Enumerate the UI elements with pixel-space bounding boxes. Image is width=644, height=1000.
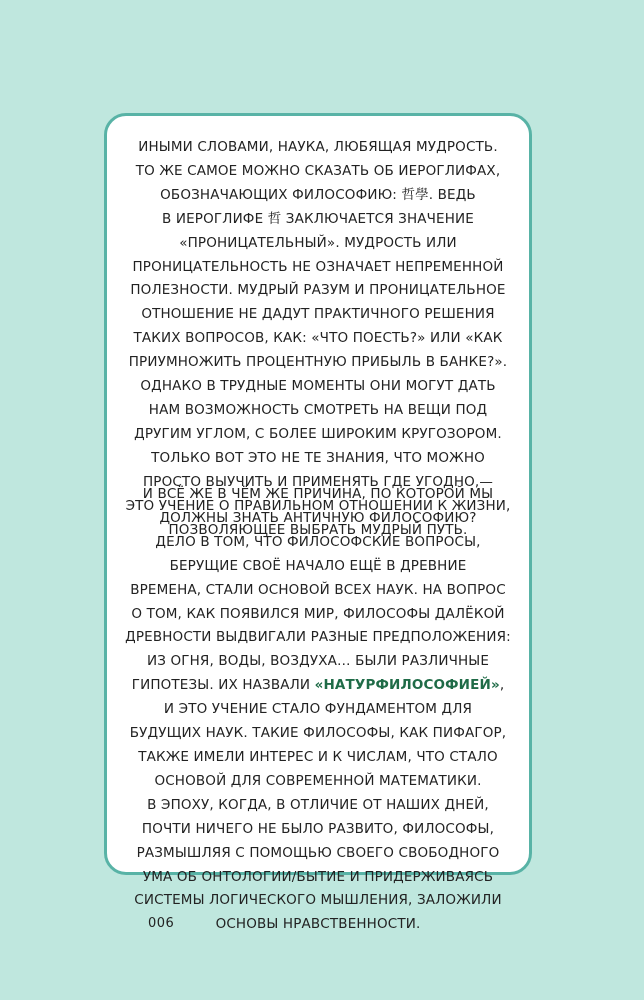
page-number: 006 [148,916,175,931]
text-line-end: , [499,677,505,694]
text-line: В ИЕРОГЛИФЕ 哲 ЗАКЛЮЧАЕТСЯ ЗНАЧЕНИЕ [162,210,474,227]
text-line-with-highlight [107,674,529,698]
text-line: ПОЧТИ НИЧЕГО НЕ БЫЛО РАЗВИТО, ФИЛОСОФЫ, [141,820,495,837]
text-line: ИНЫМИ СЛОВАМИ, НАУКА, ЛЮБЯЩАЯ МУДРОСТЬ. [138,139,498,155]
text-line: ОСНОВОЙ ДЛЯ СОВРЕМЕННОЙ МАТЕМАТИКИ. [154,772,482,789]
text-line: ТОЛЬКО ВОТ ЭТО НЕ ТЕ ЗНАНИЯ, ЧТО МОЖНО [151,449,485,466]
text-line: БЕРУЩИЕ СВОЁ НАЧАЛО ЕЩЁ В ДРЕВНИЕ [169,557,467,574]
text-line: НАМ ВОЗМОЖНОСТЬ СМОТРЕТЬ НА ВЕЩИ ПОД [148,401,488,418]
text-line: ПРИУМНОЖИТЬ ПРОЦЕНТНУЮ ПРИБЫЛЬ В БАНКЕ?». [128,354,508,371]
text-line: ОТНОШЕНИЕ НЕ ДАДУТ ПРАКТИЧНОГО РЕШЕНИЯ [141,306,495,323]
text-line: ДРУГИМ УГЛОМ, С БОЛЕЕ ШИРОКИМ КРУГОЗОРОМ. [134,425,502,442]
text-line-start: ГИПОТЕЗЫ. ИХ НАЗВАЛИ [131,677,315,694]
text-line: В ЭПОХУ, КОГДА, В ОТЛИЧИЕ ОТ НАШИХ ДНЕЙ, [147,796,489,813]
text-line: УМА ОБ ОНТОЛОГИИ/БЫТИЕ И ПРИДЕРЖИВАЯСЬ [142,868,494,885]
text-line: «ПРОНИЦАТЕЛЬНЫЙ». МУДРОСТЬ ИЛИ [179,234,457,251]
text-line: И ВСЁ ЖЕ В ЧЁМ ЖЕ ПРИЧИНА, ПО КОТОРОЙ МЫ [142,486,494,502]
text-line: ОДНАКО В ТРУДНЫЕ МОМЕНТЫ ОНИ МОГУТ ДАТЬ [140,378,496,395]
text-line: ТАКЖЕ ИМЕЛИ ИНТЕРЕС И К ЧИСЛАМ, ЧТО СТАЛО [138,748,498,765]
text-line: ДРЕВНОСТИ ВЫДВИГАЛИ РАЗНЫЕ ПРЕДПОЛОЖЕНИЯ: [125,629,511,646]
paragraph-2 [107,483,529,937]
text-line: ИЗ ОГНЯ, ВОДЫ, ВОЗДУХА… БЫЛИ РАЗЛИЧНЫЕ [146,653,490,670]
text-line: ЭТО УЧЕНИЕ О ПРАВИЛЬНОМ ОТНОШЕНИИ К ЖИЗНИ, [125,497,511,514]
text-line: ВРЕМЕНА, СТАЛИ ОСНОВОЙ ВСЕХ НАУК. НА ВОПРОС [130,581,506,598]
highlighted-term: «НАТУРФИЛОСОФИЕЙ» [314,677,500,694]
text-line: ПОЗВОЛЯЮЩЕЕ ВЫБРАТЬ МУДРЫЙ ПУТЬ. [168,521,468,538]
paragraph-1 [107,136,529,542]
text-line: ПРОНИЦАТЕЛЬНОСТЬ НЕ ОЗНАЧАЕТ НЕПРЕМЕННОЙ [132,258,504,275]
text-line: О ТОМ, КАК ПОЯВИЛСЯ МИР, ФИЛОСОФЫ ДАЛЁКОЙ [131,605,505,622]
text-line: ОСНОВЫ НРАВСТВЕННОСТИ. [215,916,421,933]
text-line: ТАКИХ ВОПРОСОВ, КАК: «ЧТО ПОЕСТЬ?» ИЛИ «КАК [133,330,503,347]
text-line: ТО ЖЕ САМОЕ МОЖНО СКАЗАТЬ ОБ ИЕРОГЛИФАХ, [135,162,501,179]
text-line: ПОЛЕЗНОСТИ. МУДРЫЙ РАЗУМ И ПРОНИЦАТЕЛЬНОЕ [130,282,506,299]
text-line: ПРОСТО ВЫУЧИТЬ И ПРИМЕНЯТЬ ГДЕ УГОДНО,— [142,473,493,490]
text-line: ДЕЛО В ТОМ, ЧТО ФИЛОСОФСКИЕ ВОПРОСЫ, [155,533,481,550]
text-line: ДОЛЖНЫ ЗНАТЬ АНТИЧНУЮ ФИЛОСОФИЮ? [159,509,477,526]
text-line: СИСТЕМЫ ЛОГИЧЕСКОГО МЫШЛЕНИЯ, ЗАЛОЖИЛИ [134,892,502,909]
text-line: РАЗМЫШЛЯЯ С ПОМОЩЬЮ СВОЕГО СВОБОДНОГО [136,844,500,861]
text-line: ОБОЗНАЧАЮЩИХ ФИЛОСОФИЮ: 哲學. ВЕДЬ [160,186,476,203]
text-line: И ЭТО УЧЕНИЕ СТАЛО ФУНДАМЕНТОМ ДЛЯ [163,701,473,718]
text-line: БУДУЩИХ НАУК. ТАКИЕ ФИЛОСОФЫ, КАК ПИФАГОР, [129,725,507,742]
